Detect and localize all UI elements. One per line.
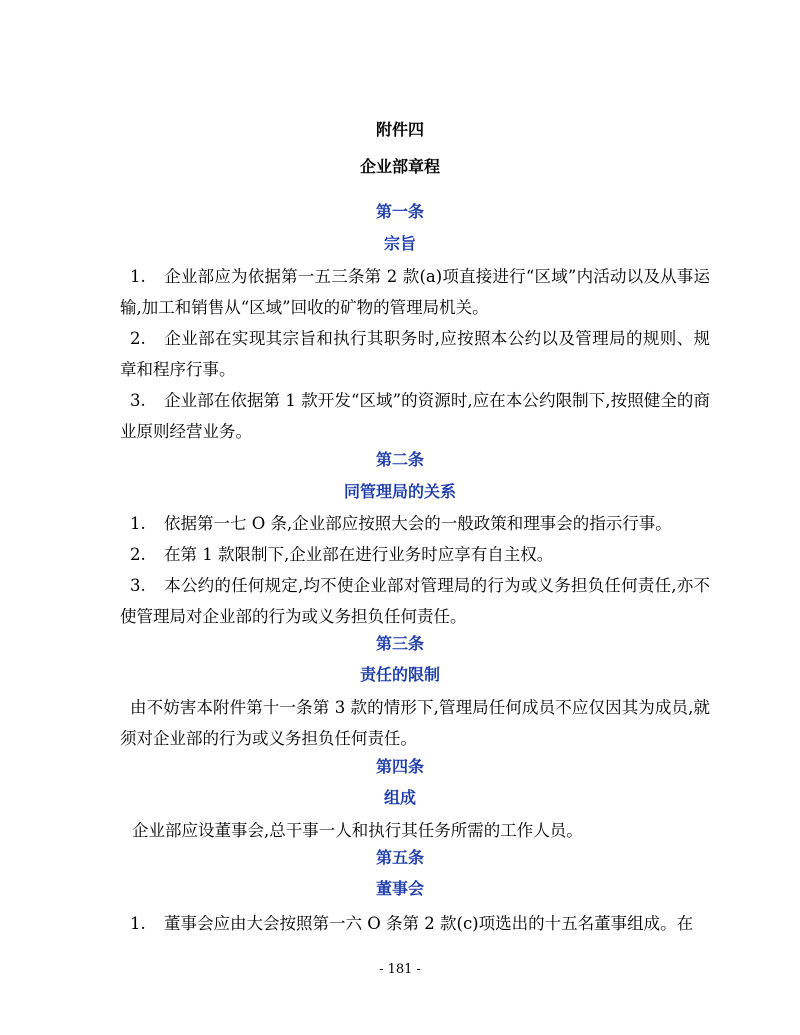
paragraph-text: 企业部在实现其宗旨和执行其职务时,应按照本公约以及管理局的规则、规章和程序行事。 xyxy=(120,329,710,379)
paragraph xyxy=(120,323,710,385)
article-heading: 第四条 xyxy=(375,757,424,776)
article-subtitle: 董事会 xyxy=(375,879,424,898)
article-heading: 第一条 xyxy=(375,202,424,221)
paragraph xyxy=(120,385,710,447)
article-heading: 第五条 xyxy=(375,848,424,867)
article-subtitle: 组成 xyxy=(383,788,416,807)
paragraph xyxy=(120,815,710,846)
article-subtitle: 同管理局的关系 xyxy=(343,482,456,501)
paragraph-text: 本公约的任何规定,均不使企业部对管理局的行为或义务担负任何责任,亦不使管理局对企业部的行为或义务担负任何责任。 xyxy=(120,576,710,626)
annex-label: 附件四 xyxy=(375,120,424,139)
article-subtitle: 责任的限制 xyxy=(359,665,440,684)
paragraph-number: 2. xyxy=(130,329,146,348)
paragraph xyxy=(120,539,710,570)
paragraph-number: 1. xyxy=(130,267,146,286)
paragraph xyxy=(120,261,710,323)
paragraph xyxy=(120,692,710,754)
document-title: 企业部章程 xyxy=(359,157,440,176)
article-subtitle: 宗旨 xyxy=(383,234,416,253)
paragraph-number: 1. xyxy=(130,914,146,933)
paragraph-text: 董事会应由大会按照第一六 O 条第 2 款(c)项选出的十五名董事组成。在 xyxy=(164,914,694,933)
paragraph xyxy=(120,908,710,939)
article-heading: 第二条 xyxy=(375,450,424,469)
paragraph-number: 1. xyxy=(130,514,146,533)
page-number: - 181 - xyxy=(379,962,421,977)
paragraph-text: 由不妨害本附件第十一条第 3 款的情形下,管理局任何成员不应仅因其为成员,就须对企业部的行为或义务担负任何责任。 xyxy=(120,698,710,748)
paragraph xyxy=(120,570,710,632)
paragraph-text: 在第 1 款限制下,企业部在进行业务时应享有自主权。 xyxy=(164,545,554,564)
paragraph xyxy=(120,508,710,539)
paragraph-text: 企业部应为依据第一五三条第 2 款(a)项直接进行“区域”内活动以及从事运输,加工和销售从“区域”回收的矿物的管理局机关。 xyxy=(120,267,710,317)
paragraph-text: 依据第一七 O 条,企业部应按照大会的一般政策和理事会的指示行事。 xyxy=(164,514,672,533)
paragraph-number: 3. xyxy=(130,576,146,595)
paragraph-text: 企业部在依据第 1 款开发“区域”的资源时,应在本公约限制下,按照健全的商业原则经营业务。 xyxy=(120,391,710,441)
paragraph-number: 3. xyxy=(130,391,146,410)
article-heading: 第三条 xyxy=(375,634,424,653)
paragraph-text: 企业部应设董事会,总干事一人和执行其任务所需的工作人员。 xyxy=(132,821,583,840)
paragraph-number: 2. xyxy=(130,545,146,564)
